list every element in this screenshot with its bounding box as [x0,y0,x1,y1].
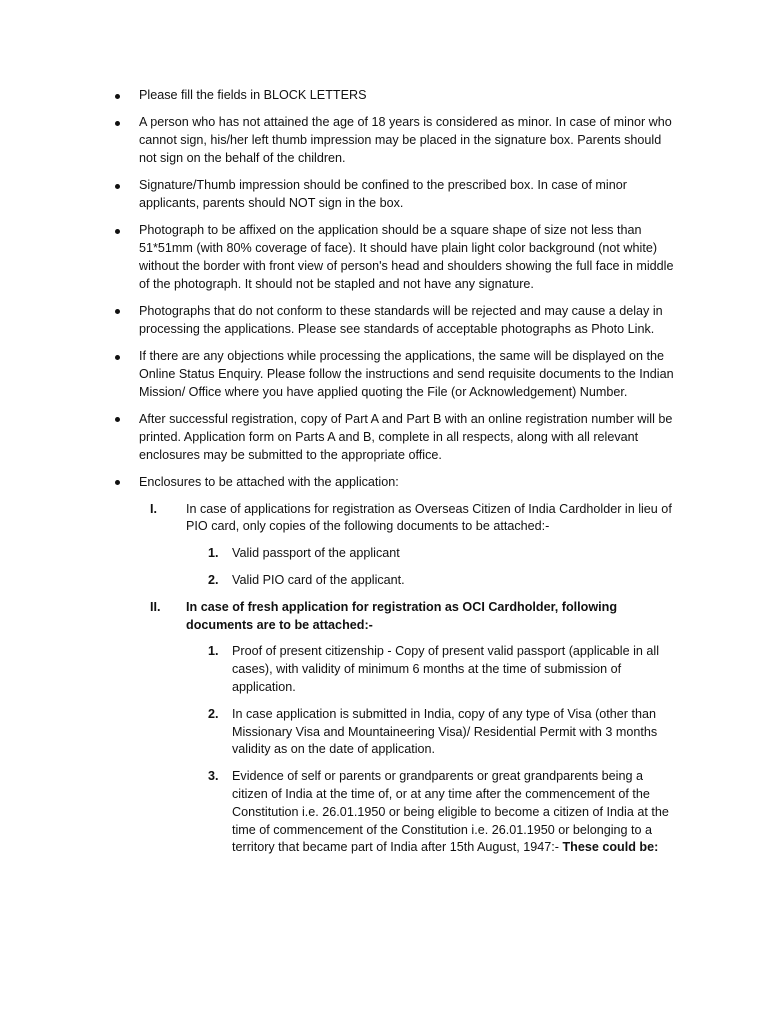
section-numeral: II. [150,599,161,614]
item-number: 3. [208,769,219,784]
list-item [112,114,682,167]
instruction-text: Photograph to be affixed on the application should be a square shape of size not less than 51*51mm (with 80% coverage of face). It should have plain light color background (not white) without the border with front view of person's head and shoulders showing the full face in middle of the photograph. It should not be stapled and not have any signature. [139,223,674,291]
item-number: 1. [208,644,219,659]
instruction-text: Enclosures to be attached with the application: [139,474,399,489]
item-text: Evidence of self or parents or grandparents or great grandparents being a citizen of India at the time of, or at any time after the commencement of the Constitution i.e. 26.01.1950 or being eligible to become a citizen of India at the time of commencement of the Constitution i.e. 26.01.1950 or belonging to a territory that became part of India after 15th August, 1947:- [232,769,669,855]
bullet-icon [115,229,120,234]
document-item [208,643,682,696]
list-item [112,474,682,857]
bullet-icon [115,355,120,360]
bullet-icon [115,417,120,422]
list-item [112,411,682,464]
item-text: Proof of present citizenship - Copy of present valid passport (applicable in all cases), with validity of minimum 6 months at the time of submission of application. [232,644,660,695]
instruction-text: Photographs that do not conform to these standards will be rejected and may cause a delay in processing the applications. Please see standards of acceptable photographs as Photo Link. [139,303,663,336]
bullet-icon [115,94,120,99]
item-number: 2. [208,706,219,721]
list-item [112,222,682,293]
document-item [208,768,682,857]
item-text: In case application is submitted in India, copy of any type of Visa (other than Missionary Visa and Mountaineering Visa)/ Residential Permit with 3 months validity as on the date of application. [232,706,658,757]
document-list [208,643,682,857]
instruction-text: If there are any objections while processing the applications, the same will be displayed on the Online Status Enquiry. Please follow the instructions and send requisite documents to the Indian Mission/ Office where you have applied quoting the File (or Acknowledgement) Number. [139,349,674,399]
enclosure-section [150,599,682,857]
bullet-icon [115,480,120,485]
item-text-bold: These could be: [562,840,659,855]
item-number: 2. [208,573,219,588]
list-item [112,303,682,339]
enclosure-section [150,501,682,590]
instructions-list [112,87,682,867]
item-text: Valid PIO card of the applicant. [232,573,405,588]
document-list [208,545,682,590]
section-text: In case of applications for registration as Overseas Citizen of India Cardholder in lieu of PIO card, only copies of the following documents to be attached:- [186,501,672,534]
section-numeral: I. [150,501,157,516]
list-item [112,348,682,401]
bullet-icon [115,121,120,126]
item-text: Valid passport of the applicant [232,546,400,561]
document-item [208,572,682,590]
section-text: In case of fresh application for registration as OCI Cardholder, following documents are to be attached:- [186,599,618,632]
instruction-text: A person who has not attained the age of 18 years is considered as minor. In case of minor who cannot sign, his/her left thumb impression may be placed in the signature box. Parents should not sign on the behalf of the children. [139,115,672,165]
enclosures-list [150,501,682,858]
list-item [112,87,682,105]
bullet-icon [115,184,120,189]
instruction-text: Please fill the fields in BLOCK LETTERS [139,88,367,102]
document-item [208,706,682,759]
list-item [112,177,682,213]
instruction-text: After successful registration, copy of Part A and Part B with an online registration number will be printed. Application form on Parts A and B, complete in all respects, along with all relevant enclosures may be submitted to the appropriate office. [139,411,673,462]
document-item [208,545,682,563]
item-number: 1. [208,546,219,561]
instruction-text: Signature/Thumb impression should be confined to the prescribed box. In case of minor applicants, parents should NOT sign in the box. [139,178,627,210]
bullet-icon [115,309,120,314]
